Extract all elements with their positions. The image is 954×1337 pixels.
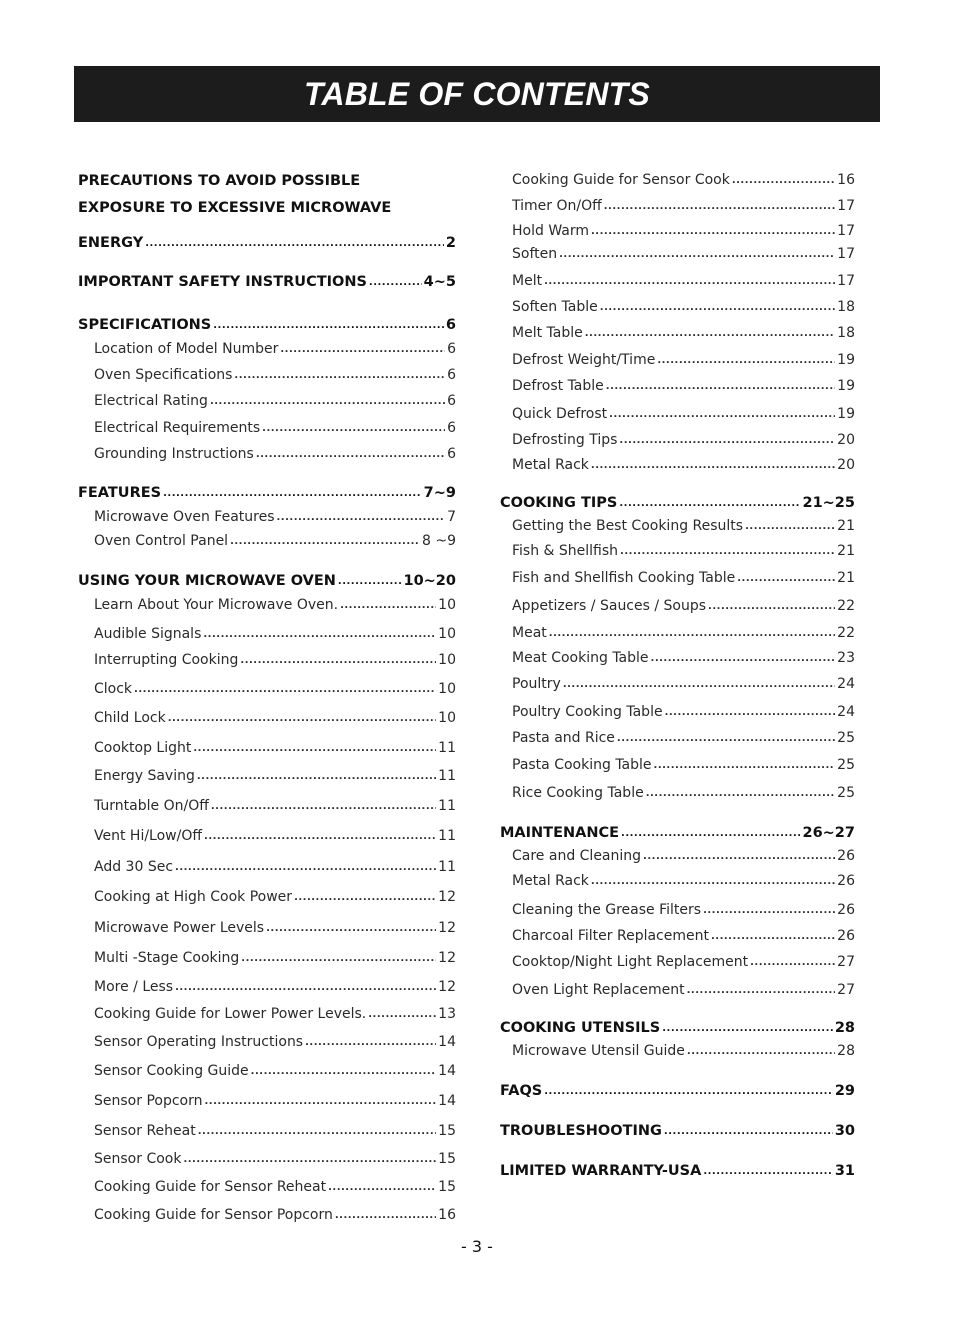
toc-left-entry (78, 482, 456, 501)
toc-entry-label: Add 30 Sec (94, 859, 174, 875)
toc-entry-page: 25 (837, 730, 855, 746)
page-title: TABLE OF CONTENTS (304, 75, 650, 112)
dot-leader (338, 570, 402, 585)
dot-leader (340, 595, 436, 609)
dot-leader (168, 708, 436, 722)
dot-leader (621, 822, 800, 837)
toc-right-entry (512, 702, 855, 720)
toc-left-entry (94, 826, 456, 844)
toc-entry-page: 26 (837, 902, 855, 918)
toc-left-entry (94, 796, 456, 814)
toc-right-entry (512, 221, 855, 239)
dot-leader (335, 1205, 436, 1219)
toc-entry-label: Poultry Cooking Table (512, 704, 663, 720)
toc-entry-label: Sensor Cook (94, 1151, 182, 1167)
toc-entry-page: 10 (438, 710, 456, 726)
toc-entry-page: 12 (438, 920, 456, 936)
toc-right-entry (500, 1160, 855, 1179)
dot-leader (203, 624, 436, 638)
toc-left-entry (94, 650, 456, 668)
toc-entry-page: 10 (438, 626, 456, 642)
toc-left-entry (94, 948, 456, 966)
toc-right-entry (512, 674, 855, 692)
toc-entry-label: Soften Table (512, 299, 598, 315)
toc-entry-label: Interrupting Cooking (94, 652, 239, 668)
toc-entry-page: 19 (837, 378, 855, 394)
dot-leader (134, 679, 436, 693)
toc-left-entry (94, 507, 456, 525)
toc-entry-label: FEATURES (78, 484, 162, 501)
toc-entry-page: 11 (438, 768, 456, 784)
toc-entry-page: 10~20 (403, 572, 456, 589)
toc-entry-page: 21~25 (802, 494, 855, 511)
toc-right-entry (500, 1017, 855, 1036)
toc-right-entry (512, 623, 855, 641)
toc-left-entry (94, 531, 456, 549)
toc-right-entry (512, 323, 855, 341)
toc-entry-label: Meat Cooking Table (512, 650, 649, 666)
toc-entry-label: Energy Saving (94, 768, 195, 784)
toc-entry-page: 19 (837, 406, 855, 422)
toc-entry-page: 7~9 (423, 484, 456, 501)
dot-leader (210, 391, 445, 405)
toc-right-entry (512, 244, 855, 262)
toc-right-entry (512, 541, 855, 559)
toc-entry-page: 26 (837, 848, 855, 864)
toc-right-entry (512, 430, 855, 448)
toc-entry-page: 18 (837, 299, 855, 315)
toc-entry-label: Defrost Table (512, 378, 604, 394)
dot-leader (544, 1080, 833, 1095)
toc-entry-label: Fish & Shellfish (512, 543, 619, 559)
toc-entry-page: 6 (447, 341, 456, 357)
dot-leader (549, 623, 835, 637)
toc-entry-page: 16 (837, 172, 855, 188)
toc-entry-page: 6 (447, 393, 456, 409)
toc-left-entry (94, 391, 456, 409)
toc-entry-page: 14 (438, 1034, 456, 1050)
toc-left-entry (94, 1091, 456, 1109)
toc-right-entry (512, 648, 855, 666)
toc-entry-page: 17 (837, 198, 855, 214)
toc-right-entry (512, 755, 855, 773)
toc-entry-page: 18 (837, 325, 855, 341)
toc-entry-page: 15 (438, 1179, 456, 1195)
toc-entry-label: Oven Control Panel (94, 533, 229, 549)
dot-leader (604, 196, 835, 210)
toc-entry-label: Child Lock (94, 710, 166, 726)
toc-entry-label: IMPORTANT SAFETY INSTRUCTIONS (78, 273, 367, 290)
toc-entry-label: COOKING UTENSILS (500, 1019, 661, 1036)
dot-leader (368, 1004, 436, 1018)
toc-entry-label: Cooking Guide for Sensor Cook (512, 172, 730, 188)
toc-right-entry (512, 596, 855, 614)
toc-entry-page: 30 (834, 1122, 855, 1139)
toc-entry-page: 20 (837, 457, 855, 473)
toc-left-entry (94, 1121, 456, 1139)
toc-entry-page: 20 (837, 432, 855, 448)
title-banner (74, 66, 880, 122)
toc-entry-label: Cleaning the Grease Filters (512, 902, 702, 918)
toc-entry-label: FAQS (500, 1082, 543, 1099)
toc-entry-page: 7 (447, 509, 456, 525)
dot-leader (175, 857, 436, 871)
toc-right-entry (512, 516, 855, 534)
toc-entry-label: Soften (512, 246, 558, 262)
toc-entry-label: Fish and Shellfish Cooking Table (512, 570, 736, 586)
toc-entry-label: Pasta and Rice (512, 730, 615, 746)
dot-leader (262, 418, 445, 432)
dot-leader (646, 783, 835, 797)
dot-leader (305, 1032, 436, 1046)
toc-entry-page: 28 (837, 1043, 855, 1059)
toc-entry-page: 6 (445, 316, 456, 333)
toc-entry-label: Turntable On/Off (94, 798, 209, 814)
dot-leader (266, 918, 436, 932)
toc-left-entry (94, 1177, 456, 1195)
dot-leader (657, 350, 835, 364)
dot-leader (619, 430, 835, 444)
toc-entry-label: Care and Cleaning (512, 848, 642, 864)
toc-entry-label: Microwave Power Levels (94, 920, 265, 936)
toc-entry-page: 25 (837, 757, 855, 773)
dot-leader (687, 1041, 835, 1055)
toc-entry-label: Quick Defrost (512, 406, 608, 422)
dot-leader (559, 244, 835, 258)
toc-right-entry (512, 297, 855, 315)
toc-entry-label: MAINTENANCE (500, 824, 620, 841)
toc-entry-page: 17 (837, 223, 855, 239)
toc-left-entry (78, 314, 456, 333)
toc-entry-page: 11 (438, 828, 456, 844)
toc-right-entry (512, 376, 855, 394)
dot-leader (708, 596, 835, 610)
dot-leader (369, 271, 422, 286)
toc-right-entry (512, 980, 855, 998)
toc-entry-label: Getting the Best Cooking Results (512, 518, 744, 534)
toc-entry-label: Appetizers / Sauces / Soups (512, 598, 707, 614)
dot-leader (204, 826, 436, 840)
toc-entry-label: Microwave Oven Features (94, 509, 275, 525)
toc-right-entry (512, 404, 855, 422)
dot-leader (234, 365, 445, 379)
toc-left-entry (94, 339, 456, 357)
toc-left-entry (94, 418, 456, 436)
dot-leader (211, 796, 436, 810)
toc-left-entry (94, 977, 456, 995)
toc-entry-page: 15 (438, 1123, 456, 1139)
toc-entry-label: Multi -Stage Cooking (94, 950, 240, 966)
toc-left-entry (94, 766, 456, 784)
toc-entry-page: 10 (438, 652, 456, 668)
toc-entry-label: Charcoal Filter Replacement (512, 928, 709, 944)
toc-entry-page: 26 (837, 873, 855, 889)
toc-entry-label: Defrosting Tips (512, 432, 618, 448)
toc-entry-page: 29 (834, 1082, 855, 1099)
dot-leader (732, 170, 835, 184)
toc-entry-label: Vent Hi/Low/Off (94, 828, 203, 844)
dot-leader (703, 1160, 833, 1175)
toc-entry-label: Clock (94, 681, 133, 697)
toc-right-entry (512, 350, 855, 368)
toc-entry-label: Sensor Reheat (94, 1123, 196, 1139)
dot-leader (750, 952, 835, 966)
dot-leader (591, 455, 835, 469)
toc-entry-label: Electrical Requirements (94, 420, 261, 436)
toc-entry-label: Melt (512, 273, 543, 289)
toc-right-entry (512, 783, 855, 801)
dot-leader (585, 323, 835, 337)
toc-entry-page: 12 (438, 950, 456, 966)
toc-entry-page: 27 (837, 954, 855, 970)
dot-leader (643, 846, 835, 860)
toc-left-entry (94, 887, 456, 905)
toc-entry-page: 24 (837, 704, 855, 720)
dot-leader (328, 1177, 436, 1191)
toc-entry-page: 31 (834, 1162, 855, 1179)
toc-left-entry (94, 918, 456, 936)
toc-entry-label: ENERGY (78, 234, 144, 251)
toc-entry-label: Timer On/Off (512, 198, 602, 214)
dot-leader (703, 900, 835, 914)
toc-entry-page: 11 (438, 859, 456, 875)
toc-entry-page: 21 (837, 543, 855, 559)
toc-entry-label: Sensor Operating Instructions (94, 1034, 304, 1050)
toc-left-entry (94, 1205, 456, 1223)
dot-leader (175, 977, 436, 991)
toc-entry-label: Cooktop/Night Light Replacement (512, 954, 749, 970)
dot-leader (163, 482, 422, 497)
dot-leader (544, 271, 835, 285)
toc-entry-label: Cooking Guide for Sensor Popcorn (94, 1207, 333, 1223)
dot-leader (662, 1017, 833, 1032)
toc-entry-label: Oven Light Replacement (512, 982, 685, 998)
dot-leader (606, 376, 835, 390)
toc-entry-page: 6 (447, 446, 456, 462)
dot-leader (197, 766, 436, 780)
dot-leader (280, 339, 445, 353)
toc-entry-label: Location of Model Number (94, 341, 279, 357)
toc-entry-label: Electrical Rating (94, 393, 208, 409)
toc-left-entry (94, 679, 456, 697)
toc-entry-page: 19 (837, 352, 855, 368)
dot-leader (664, 1120, 833, 1135)
toc-entry-label: Hold Warm (512, 223, 589, 239)
dot-leader (591, 871, 835, 885)
toc-left-entry (94, 595, 456, 613)
toc-entry-label: Pasta Cooking Table (512, 757, 652, 773)
toc-left-entry (94, 365, 456, 383)
dot-leader (277, 507, 446, 521)
toc-right-entry (512, 196, 855, 214)
dot-leader (617, 728, 835, 742)
toc-entry-page: 21 (837, 518, 855, 534)
toc-entry-page: 14 (438, 1063, 456, 1079)
toc-entry-page: 24 (837, 676, 855, 692)
dot-leader (198, 1121, 436, 1135)
dot-leader (251, 1061, 437, 1075)
toc-entry-label: Defrost Weight/Time (512, 352, 656, 368)
dot-leader (213, 314, 444, 329)
dot-leader (620, 541, 835, 555)
toc-right-entry (500, 1120, 855, 1139)
toc-right-entry (512, 271, 855, 289)
toc-entry-label: Microwave Utensil Guide (512, 1043, 685, 1059)
toc-entry-page: 8 ~9 (422, 533, 456, 549)
toc-right-entry (512, 170, 855, 188)
dot-leader (241, 948, 436, 962)
dot-leader (619, 492, 800, 507)
dot-leader (711, 926, 835, 940)
toc-intro-line-1: PRECAUTIONS TO AVOID POSSIBLE (78, 173, 361, 189)
toc-entry-label: Oven Specifications (94, 367, 233, 383)
toc-entry-page: 11 (438, 740, 456, 756)
toc-left-entry (94, 1004, 456, 1022)
toc-right-entry (512, 900, 855, 918)
toc-entry-label: Melt Table (512, 325, 583, 341)
toc-entry-page: 23 (837, 650, 855, 666)
dot-leader (609, 404, 835, 418)
toc-left-entry (78, 271, 456, 290)
dot-leader (256, 444, 445, 458)
toc-entry-page: 21 (837, 570, 855, 586)
toc-intro-line-2: EXPOSURE TO EXCESSIVE MICROWAVE (78, 200, 392, 216)
toc-left-entry (78, 232, 456, 251)
toc-entry-page: 2 (445, 234, 456, 251)
toc-entry-page: 12 (438, 889, 456, 905)
toc-entry-label: SPECIFICATIONS (78, 316, 212, 333)
toc-right-entry (512, 871, 855, 889)
page-number: - 3 - (461, 1237, 493, 1256)
toc-right-entry (512, 952, 855, 970)
toc-entry-label: Metal Rack (512, 457, 589, 473)
toc-entry-page: 15 (438, 1151, 456, 1167)
dot-leader (240, 650, 436, 664)
dot-leader (654, 755, 836, 769)
toc-entry-label: Rice Cooking Table (512, 785, 644, 801)
toc-entry-label: Sensor Popcorn (94, 1093, 203, 1109)
toc-entry-label: Grounding Instructions (94, 446, 254, 462)
dot-leader (665, 702, 836, 716)
toc-left-entry (94, 624, 456, 642)
toc-entry-label: Cooking Guide for Sensor Reheat (94, 1179, 327, 1195)
toc-entry-page: 22 (837, 625, 855, 641)
toc-entry-page: 25 (837, 785, 855, 801)
toc-entry-label: USING YOUR MICROWAVE OVEN (78, 572, 336, 589)
toc-entry-label: Cooking Guide for Lower Power Levels. (94, 1006, 367, 1022)
toc-right-entry (500, 492, 855, 511)
toc-entry-page: 17 (837, 273, 855, 289)
toc-right-entry (512, 1041, 855, 1059)
toc-left-entry (94, 1032, 456, 1050)
dot-leader (193, 738, 436, 752)
dot-leader (651, 648, 836, 662)
toc-entry-label: Sensor Cooking Guide (94, 1063, 249, 1079)
toc-entry-page: 12 (438, 979, 456, 995)
toc-left-entry (94, 857, 456, 875)
toc-entry-label: Learn About Your Microwave Oven. (94, 597, 339, 613)
toc-entry-label: TROUBLESHOOTING (500, 1122, 662, 1139)
toc-entry-label: Cooking at High Cook Power (94, 889, 293, 905)
toc-right-entry (512, 568, 855, 586)
toc-entry-page: 6 (447, 367, 456, 383)
toc-entry-label: LIMITED WARRANTY-USA (500, 1162, 702, 1179)
toc-right-entry (512, 846, 855, 864)
toc-entry-page: 17 (837, 246, 855, 262)
dot-leader (294, 887, 436, 901)
toc-left-entry (94, 1061, 456, 1079)
dot-leader (563, 674, 835, 688)
toc-entry-page: 22 (837, 598, 855, 614)
toc-right-entry (512, 926, 855, 944)
dot-leader (145, 232, 444, 247)
toc-entry-label: Cooktop Light (94, 740, 192, 756)
dot-leader (204, 1091, 436, 1105)
toc-entry-page: 26~27 (802, 824, 855, 841)
dot-leader (737, 568, 835, 582)
toc-left-entry (94, 708, 456, 726)
toc-entry-page: 4~5 (423, 273, 456, 290)
toc-entry-page: 6 (447, 420, 456, 436)
toc-entry-page: 10 (438, 681, 456, 697)
toc-entry-page: 26 (837, 928, 855, 944)
toc-entry-label: Meat (512, 625, 547, 641)
dot-leader (745, 516, 835, 530)
toc-entry-page: 16 (438, 1207, 456, 1223)
toc-entry-page: 14 (438, 1093, 456, 1109)
toc-entry-label: Audible Signals (94, 626, 202, 642)
toc-entry-label: Metal Rack (512, 873, 589, 889)
toc-entry-label: Poultry (512, 676, 561, 692)
toc-left-entry (94, 738, 456, 756)
toc-right-entry (512, 728, 855, 746)
dot-leader (230, 531, 420, 545)
toc-left-entry (94, 444, 456, 462)
toc-right-entry (500, 822, 855, 841)
toc-right-entry (512, 455, 855, 473)
toc-entry-page: 13 (438, 1006, 456, 1022)
toc-right-entry (500, 1080, 855, 1099)
dot-leader (687, 980, 836, 994)
dot-leader (591, 221, 835, 235)
dot-leader (183, 1149, 436, 1163)
dot-leader (600, 297, 835, 311)
toc-left-entry (78, 570, 456, 589)
toc-entry-label: More / Less (94, 979, 174, 995)
toc-entry-page: 10 (438, 597, 456, 613)
toc-entry-page: 27 (837, 982, 855, 998)
toc-entry-page: 28 (834, 1019, 855, 1036)
toc-entry-page: 11 (438, 798, 456, 814)
toc-left-entry (94, 1149, 456, 1167)
toc-entry-label: COOKING TIPS (500, 494, 618, 511)
